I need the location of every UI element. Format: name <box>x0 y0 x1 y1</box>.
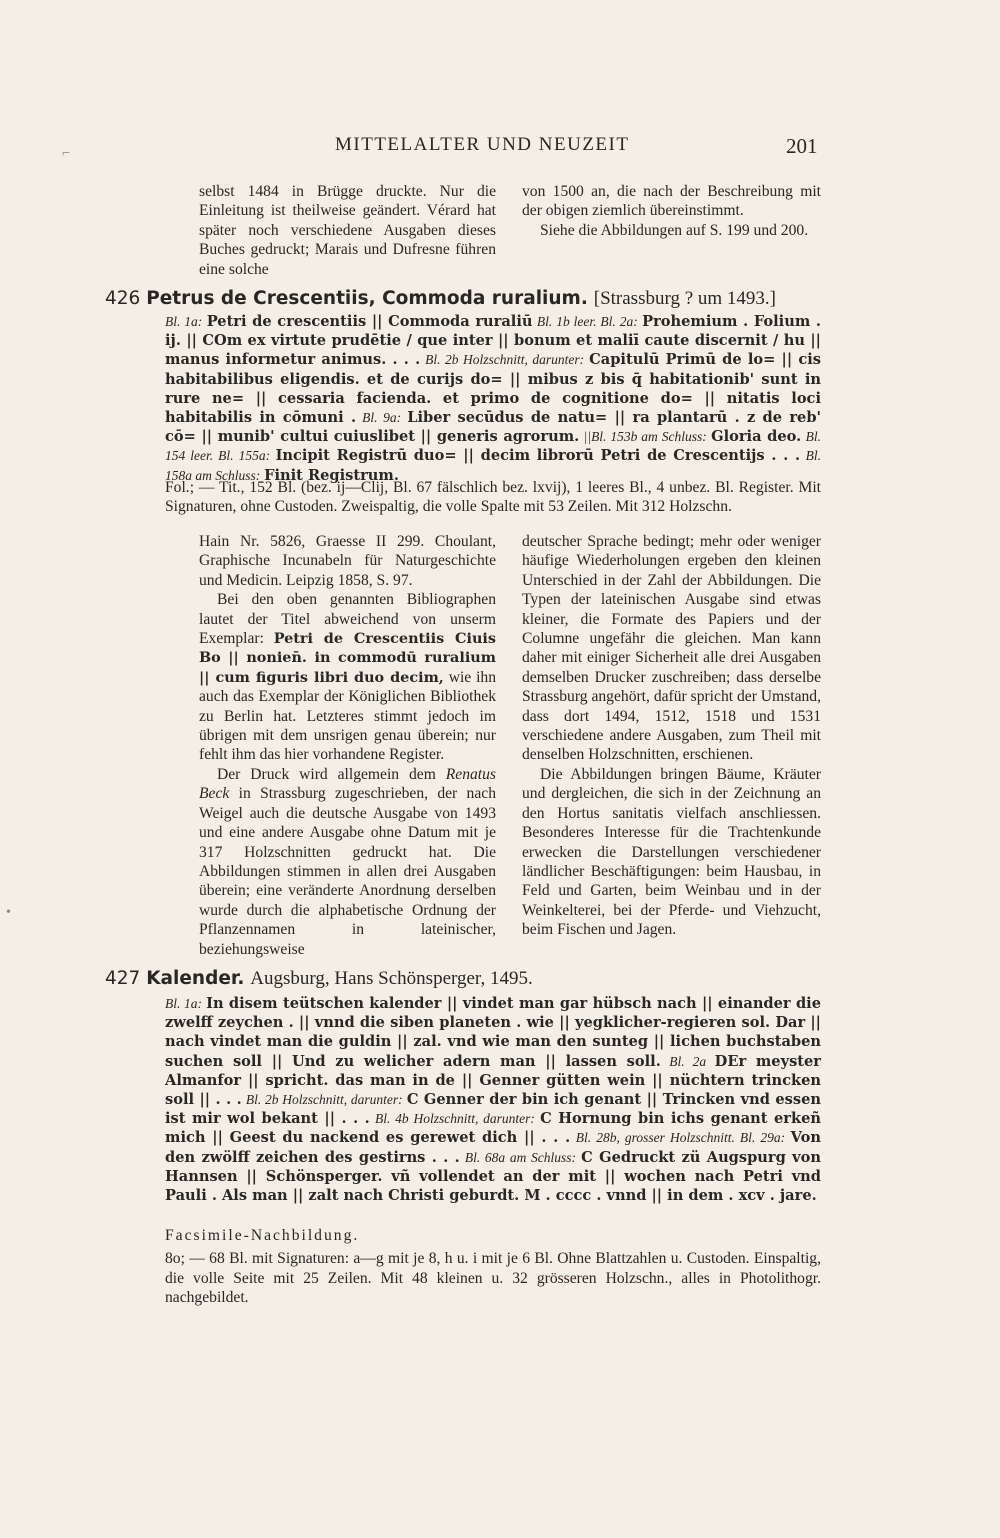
leaf-reference: Bl. 28b, grosser Holzschnitt. Bl. 29a: <box>575 1130 786 1146</box>
gothic-text: C Genner der bin ich genant || Trincken vnd essen ist mir wol bekant || . . . <box>165 1091 821 1128</box>
top-left-column <box>199 182 496 279</box>
entry-427-heading <box>105 968 825 990</box>
entry-number: 427 <box>105 968 141 989</box>
gothic-text: DEr meyster Almanfor || spricht. das man in de || Genner gütten wein || nüchtern trincken soll || . . . <box>165 1052 822 1109</box>
leaf-reference: Bl. 1a: <box>165 314 203 329</box>
entry-427-collation <box>165 1226 821 1308</box>
leaf-reference: Bl. 2b Holzschnitt, darunter: <box>425 352 585 368</box>
leaf-reference: Bl. 9a: <box>362 410 402 426</box>
collation-paragraph: Fol.; — Tit., 152 Bl. (bez. ij—Clij, Bl. 67 fälschlich bez. lxvij), 1 leeres Bl., 4 unbez. Bl. Register. Mit Signaturen, ohne Custoden. Zweispaltig, die volle Spalte mit 53 Zeilen. Mit 312 Holzschn. <box>165 479 821 516</box>
bibliography-paragraph: Hain Nr. 5826, Graesse II 299. Choulant, Graphische Incunabeln für Naturgeschichte und Medicin. Leipzig 1858, S. 97. <box>199 533 496 589</box>
printer-paragraph <box>199 765 496 959</box>
leaf-reference: Bl. 1a: <box>165 996 203 1011</box>
gothic-text: Incipit Registrū duo= || decim librorū Petri de Crescentijs . . . <box>275 447 801 465</box>
entry-427-transcription <box>165 994 821 1205</box>
top-right-column <box>522 182 821 240</box>
gothic-text: Capitulū Primū de lo= || cis habitabilibus eligendis. et de curijs do= || mibus z bis q̄ habitationib' sunt in rure ne= || cessaria facienda. et primo de cognitione do= || nitatis loci habitabilis in cōmuni . <box>165 351 822 427</box>
entry-title: Kalender. <box>146 968 245 989</box>
gothic-text: C Gedruckt zü Augspurg von Hannsen || Schönsperger. vñ vollendet an der mit || wochen nach Petri vnd Pauli . Als man || zalt nach Christi geburdt. M . cccc . vnnd || in dem . xcv . jare. <box>165 1148 821 1205</box>
leaf-reference: Bl. 154 leer. Bl. 155a: <box>165 429 821 464</box>
entry-imprint: [Strassburg ? um 1493.] <box>593 288 776 309</box>
margin-dot: • <box>6 905 11 920</box>
entry-426-left-column <box>199 532 496 959</box>
top-right-paragraph: von 1500 an, die nach der Beschreibung mit der obigen ziemlich übereinstimmt. <box>522 183 821 220</box>
entry-number: 426 <box>105 288 141 309</box>
leaf-reference: Bl. 1b leer. Bl. 2a: <box>536 314 638 329</box>
leaf-reference: Bl. 68a am Schluss: <box>464 1149 576 1165</box>
entry-title: Petrus de Crescentiis, Commoda ruralium. <box>146 288 588 309</box>
facsimile-note: Facsimile-Nachbildung. <box>165 1227 360 1244</box>
margin-tick-mark: ⌐ <box>62 146 70 161</box>
gothic-text: Petri de crescentiis || Commoda ruraliū <box>206 313 533 330</box>
gothic-text: Von den zwölff zeichen des gestirns . . . <box>165 1129 821 1166</box>
leaf-reference: ||Bl. 153b am Schluss: <box>583 429 707 445</box>
running-head: MITTELALTER UND NEUZEIT <box>335 134 630 155</box>
leaf-reference: Bl. 158a am Schluss: <box>165 448 821 483</box>
leaf-reference: Bl. 4b Holzschnitt, darunter: <box>375 1111 535 1127</box>
gothic-text: In disem teütschen kalender || vindet man gar hübsch nach || einander die zwelff zeychen . || vnnd die siben planeten . wie || yegklicher-regieren sol. Dar || nach vindet man die guldin || zal. vnd wie man den sunteg || lichen buchstaben suchen soll || Und zu welicher adern man || lassen soll. <box>165 995 821 1070</box>
leaf-reference: Bl. 2b Holzschnitt, darunter: <box>245 1092 403 1108</box>
typology-paragraph: deutscher Sprache bedingt; mehr oder weniger häufige Wiederholungen ergeben den kleinen Unterschied in der Zahl der Abbildungen. Die Typen der lateinischen Ausgabe sind etwas kleiner, die Formate des Papiers und der Columne ungefähr die gleichen. Man kann daher mit einiger Sicherheit alle drei Ausgaben demselben Drucker zuschreiben; dass derselbe Strassburg angehört, dafür spricht der Umstand, dass dort 1494, 1512, 1518 und 1531 verschiedene andere Ausgaben, zum Theil mit denselben Holzschnitten, erschienen. <box>522 533 821 764</box>
gothic-text: Liber secūdus de natu= || ra plantarū . z de reb' cō= || munib' cultui cuiuslibet || generis agrorum. <box>165 409 821 446</box>
collation-paragraph: 8o; — 68 Bl. mit Signaturen: a—g mit je 8, h u. i mit je 6 Bl. Ohne Blattzahlen u. Custoden. Einspaltig, die volle Seite mit 25 Zeilen. Mit 48 kleinen u. 32 grösseren Holzschn., alles in Photolithogr. nachgebildet. <box>165 1250 821 1307</box>
top-left-paragraph: selbst 1484 in Brügge druckte. Nur die Einleitung ist theilweise geändert. Vérard hat später noch verschiedene Ausgaben dieses Buches gedruckt; Marais und Dufresne führen eine solche <box>199 183 496 278</box>
paragraph-text: wie ihn auch das Exemplar der Königlichen Bibliothek zu Berlin hat. Letzteres stimmt jedoch im übrigen mit dem unsrigen genau überein; nur fehlt ihm das hier vorhandene Register. <box>199 668 496 764</box>
gothic-title: Petri de Crescentiis Ciuis Bo || nonien̄. in commodū ruralium || cum figuris libri duo decim, <box>199 630 497 686</box>
entry-426-transcription <box>165 312 821 485</box>
title-variant-paragraph <box>199 590 496 765</box>
gothic-text: C Hornung bin ichs genant erkeñ mich || Geest du nackend es gerewet dich || . . . <box>165 1110 821 1147</box>
paragraph-text: Bei den oben genannten Bibliographen lautet der Titel abweichend von unserm Exemplar: <box>199 591 496 648</box>
printer-name: Renatus Beck <box>199 765 496 803</box>
page-number: 201 <box>786 134 818 158</box>
gothic-text: Prohemium . Folium . ij. || COm ex virtute prudētie / que inter || bonum et maliī caute discernit / hu || manus informetur animus. . . . <box>165 313 821 369</box>
leaf-reference: Bl. 2a <box>669 1053 707 1069</box>
top-right-reference: Siehe die Abbildungen auf S. 199 und 200. <box>540 221 809 239</box>
gothic-text: Finit Registrum. <box>264 466 399 484</box>
entry-426-collation <box>165 478 821 517</box>
gothic-text: Gloria deo. <box>711 428 802 446</box>
paragraph-text: in Strassburg zugeschrieben, der nach Weigel auch die deutsche Ausgabe von 1493 und eine andere Ausgabe ohne Datum mit je 317 Holzschnitten gedruckt hat. Die Abbildungen stimmen in allen drei Ausgaben überein; eine veränderte Anordnung derselben wurde durch die alphabetische Ordnung der Pflanzennamen in lateinischer, beziehungsweise <box>199 785 496 958</box>
entry-426-heading <box>105 288 825 310</box>
paragraph-text: Der Druck wird allgemein dem <box>217 765 436 783</box>
entry-imprint: Augsburg, Hans Schönsperger, 1495. <box>250 968 533 989</box>
entry-426-right-column <box>522 532 821 940</box>
illustrations-paragraph: Die Abbildungen bringen Bäume, Kräuter und dergleichen, die sich in der Zeichnung an den Hortus sanitatis vielfach anschliessen. Besonderes Interesse für die Trachtenkunde erwecken die Darstellungen verschiedener ländlicher Beschäftigungen: beim Hausbau, in Feld und Garten, beim Weinbau und in der Weinkelterei, bei der Pferde- und Viehzucht, beim Fischen und Jagen. <box>522 765 821 939</box>
